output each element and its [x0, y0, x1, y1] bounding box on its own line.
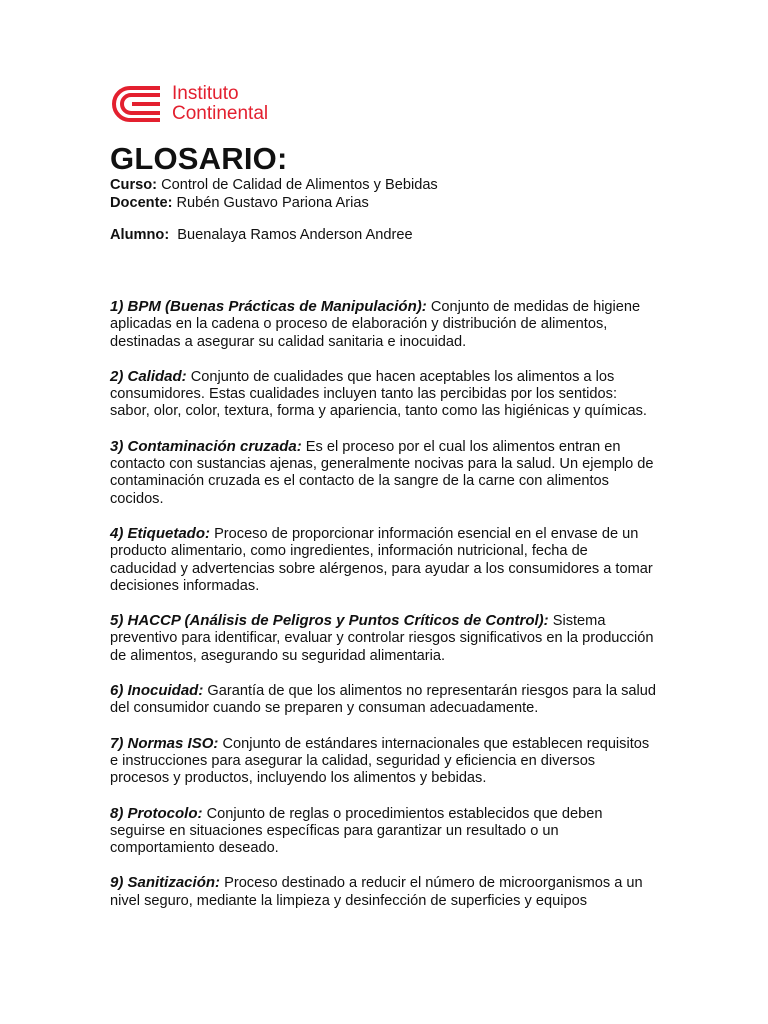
term-name: 7) Normas ISO:	[110, 734, 219, 752]
student-value: Buenalaya Ramos Anderson Andree	[177, 227, 413, 243]
teacher-row	[110, 195, 438, 213]
teacher-label: Docente:	[110, 194, 173, 211]
course-value: Control de Calidad de Alimentos y Bebidas	[161, 177, 438, 193]
glossary-item	[110, 612, 658, 665]
glossary-item	[110, 682, 658, 718]
term-definition: Conjunto de estándares internacionales que establecen requisitos e instrucciones para asegurar la calidad, seguridad y eficiencia en diversos procesos y productos, incluyendo los alimentos y bebidas.	[110, 735, 650, 787]
glossary-item	[110, 438, 658, 508]
term-definition: Conjunto de medidas de higiene aplicadas en la cadena o proceso de elaboración y distribución de alimentos, destinadas a asegurar su calidad sanitaria e inocuidad.	[110, 299, 641, 350]
term-definition: Garantía de que los alimentos no representarán riesgos para la salud del consumidor cuando se preparen y consuman adecuadamente.	[110, 683, 657, 717]
glossary-list	[110, 298, 658, 910]
term-name: 6) Inocuidad:	[110, 682, 204, 700]
term-definition: Sistema preventivo para identificar, evaluar y controlar riesgos significativos en la producción de alimentos, asegurando su seguridad alimentaria.	[110, 613, 654, 664]
term-definition: Proceso de proporcionar información esencial en el envase de un producto alimentario, como ingredientes, información nutricional, fecha de caducidad y advertencias sobre alérgenos, para ayudar a los consumidores a tomar decisiones informadas.	[110, 525, 653, 594]
term-definition: Proceso destinado a reducir el número de microorganismos a un nivel seguro, mediante la limpieza y desinfección de superficies y equipos	[110, 875, 643, 909]
logo-line-2: Continental	[172, 103, 269, 124]
glossary-item	[110, 805, 658, 858]
term-definition: Conjunto de reglas o procedimientos establecidos que deben seguirse en situaciones específicas para garantizar un resultado o un comportamiento deseado.	[110, 805, 603, 857]
glossary-item	[110, 368, 658, 421]
term-name: 9) Sanitización:	[110, 874, 221, 892]
term-name: 5) HACCP (Análisis de Peligros y Puntos Críticos de Control):	[110, 612, 549, 630]
term-name: 2) Calidad:	[110, 367, 187, 385]
term-definition: Conjunto de cualidades que hacen aceptables los alimentos a los consumidores. Estas cualidades incluyen tanto las percibidas por los sentidos: sabor, olor, color, textura, forma y apariencia, tanto como las higiénicas y químicas.	[110, 368, 647, 420]
institute-logo-text	[172, 84, 268, 124]
term-name: 1) BPM (Buenas Prácticas de Manipulación):	[110, 298, 427, 315]
glossary-item	[110, 525, 658, 595]
term-name: 4) Etiquetado:	[110, 524, 210, 542]
document-title: GLOSARIO:	[110, 141, 288, 176]
student-row	[110, 227, 413, 243]
term-name: 8) Protocolo:	[110, 804, 203, 822]
institute-logo-icon	[110, 84, 164, 124]
term-definition: Es el proceso por el cual los alimentos entran en contacto con sustancias ajenas, generalmente nocivas para la salud. Un ejemplo de contaminación cruzada es el contacto de la sangre de la carne con alimentos cocidos.	[110, 438, 654, 507]
term-name: 3) Contaminación cruzada:	[110, 437, 302, 455]
glossary-item	[110, 298, 658, 351]
glossary-item	[110, 874, 658, 910]
course-info	[110, 177, 438, 212]
course-label: Curso:	[110, 177, 158, 193]
teacher-value: Rubén Gustavo Pariona Arias	[176, 194, 369, 211]
course-row	[110, 177, 438, 195]
glossary-item	[110, 735, 658, 788]
institute-logo	[110, 84, 268, 124]
logo-line-1: Instituto	[172, 83, 239, 104]
student-label: Alumno:	[110, 227, 170, 243]
